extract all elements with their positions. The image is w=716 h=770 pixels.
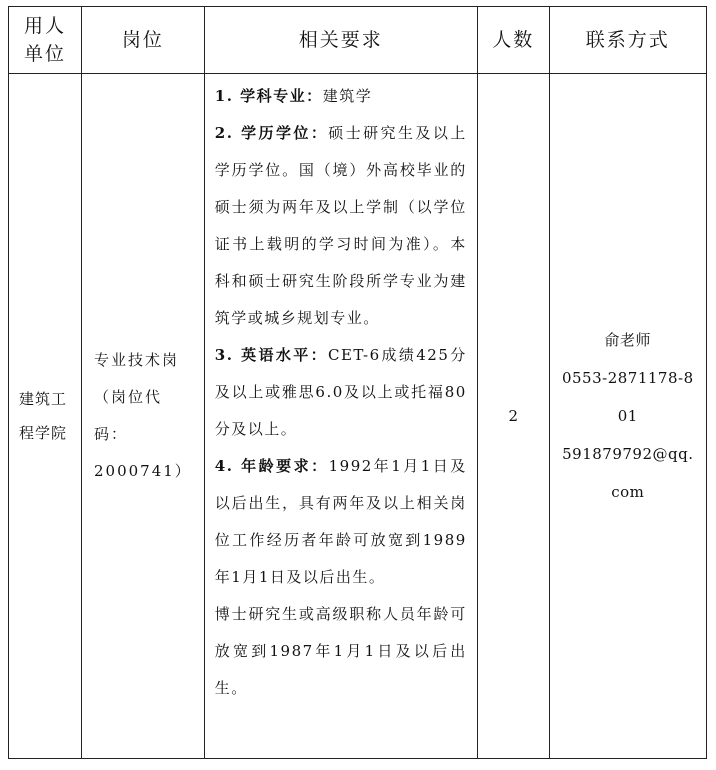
contact-phone: 0553-2871178-801 <box>561 369 694 425</box>
post-text: 专业技术岗（岗位代码：2000741） <box>94 351 192 480</box>
contact-name: 俞老师 <box>604 331 652 349</box>
requirement-label: 4. 年龄要求： <box>214 457 329 475</box>
requirement-item <box>215 448 467 596</box>
header-row <box>9 7 707 74</box>
cell-contact <box>549 74 706 759</box>
requirement-text: 博士研究生或高级职称人员年龄可放宽到1987年1月1日及以后出生。 <box>214 605 467 697</box>
cell-requirements <box>204 74 477 759</box>
recruitment-table <box>8 6 707 759</box>
cell-count <box>477 74 549 759</box>
requirement-text: 建筑学 <box>322 87 373 105</box>
cell-unit <box>9 74 82 759</box>
table-row <box>9 74 707 759</box>
unit-text: 建筑工程学院 <box>19 390 68 442</box>
requirement-text: 1992年1月1日及以后出生，具有两年及以上相关岗位工作经历者年龄可放宽到1989年1月1日及以后出生。 <box>214 457 467 586</box>
requirement-item <box>215 78 467 115</box>
requirement-label: 3. 英语水平： <box>214 346 328 364</box>
header-requirements: 相关要求 <box>204 7 477 74</box>
count-value: 2 <box>508 407 519 425</box>
requirement-text: 硕士研究生及以上学历学位。国（境）外高校毕业的硕士须为两年及以上学制（以学位证书上载明的学习时间为准）。本科和硕士研究生阶段所学专业为建筑学或城乡规划专业。 <box>214 124 467 327</box>
header-unit: 用人单位 <box>9 7 82 74</box>
contact-email: 591879792@qq.com <box>562 445 694 501</box>
requirement-label: 2. 学历学位： <box>214 124 329 142</box>
requirement-item <box>215 115 467 337</box>
recruitment-table-wrapper <box>8 6 707 759</box>
header-count: 人数 <box>477 7 549 74</box>
requirement-item <box>215 337 467 448</box>
header-post: 岗位 <box>82 7 205 74</box>
requirement-item <box>215 596 467 707</box>
requirement-text: CET-6成绩425分及以上或雅思6.0及以上或托福80分及以上。 <box>214 346 467 438</box>
header-contact: 联系方式 <box>549 7 706 74</box>
cell-post <box>82 74 205 759</box>
requirement-label: 1. 学科专业： <box>214 87 323 105</box>
